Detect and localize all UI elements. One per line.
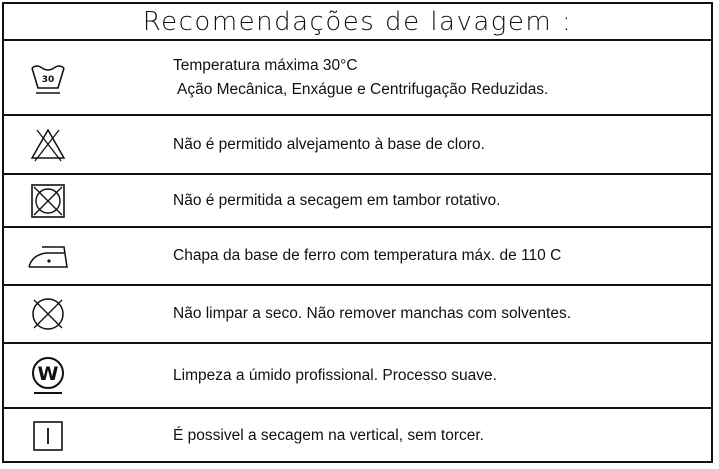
washtub-temp-label: 30 bbox=[41, 74, 55, 85]
no-dry-clean-icon bbox=[4, 286, 92, 342]
care-line: Não é permitido alvejamento à base de cloro. bbox=[173, 135, 485, 153]
care-text bbox=[173, 344, 707, 407]
care-text bbox=[173, 175, 707, 226]
no-tumble-dry-icon bbox=[4, 175, 92, 226]
care-row-dry-clean bbox=[4, 286, 711, 344]
care-text bbox=[173, 41, 707, 114]
care-line: Não limpar a seco. Não remover manchas com solventes. bbox=[173, 305, 571, 322]
no-bleach-icon bbox=[4, 116, 92, 173]
washtub-30-icon bbox=[4, 41, 92, 114]
wet-clean-letter: W bbox=[37, 362, 59, 385]
care-row-tumble-dry bbox=[4, 175, 711, 228]
wet-clean-gentle-icon bbox=[4, 344, 92, 407]
care-text bbox=[173, 228, 707, 284]
care-line: É possivel a secagem na vertical, sem torcer. bbox=[173, 427, 484, 444]
care-row-wash bbox=[4, 41, 711, 116]
line-dry-vertical-icon bbox=[4, 409, 92, 463]
care-line: Temperatura máxima 30°C bbox=[173, 56, 358, 74]
care-row-line-dry bbox=[4, 409, 711, 463]
care-text bbox=[173, 286, 707, 342]
table-title: Recomendações de lavagem : bbox=[4, 4, 711, 41]
care-row-wet-clean bbox=[4, 344, 711, 409]
care-row-bleach bbox=[4, 116, 711, 175]
care-line: Não é permitida a secagem em tambor rotativo. bbox=[173, 191, 501, 209]
care-row-iron bbox=[4, 228, 711, 286]
care-line: Limpeza a úmido profissional. Processo suave. bbox=[173, 366, 497, 384]
care-text bbox=[173, 409, 707, 463]
care-line: Chapa da base de ferro com temperatura máx. de 110 C bbox=[173, 247, 562, 264]
iron-low-heat-icon bbox=[4, 228, 92, 284]
care-instructions-table bbox=[2, 2, 713, 463]
care-text bbox=[173, 116, 707, 173]
care-line: Ação Mecânica, Enxágue e Centrifugação Reduzidas. bbox=[177, 80, 549, 98]
